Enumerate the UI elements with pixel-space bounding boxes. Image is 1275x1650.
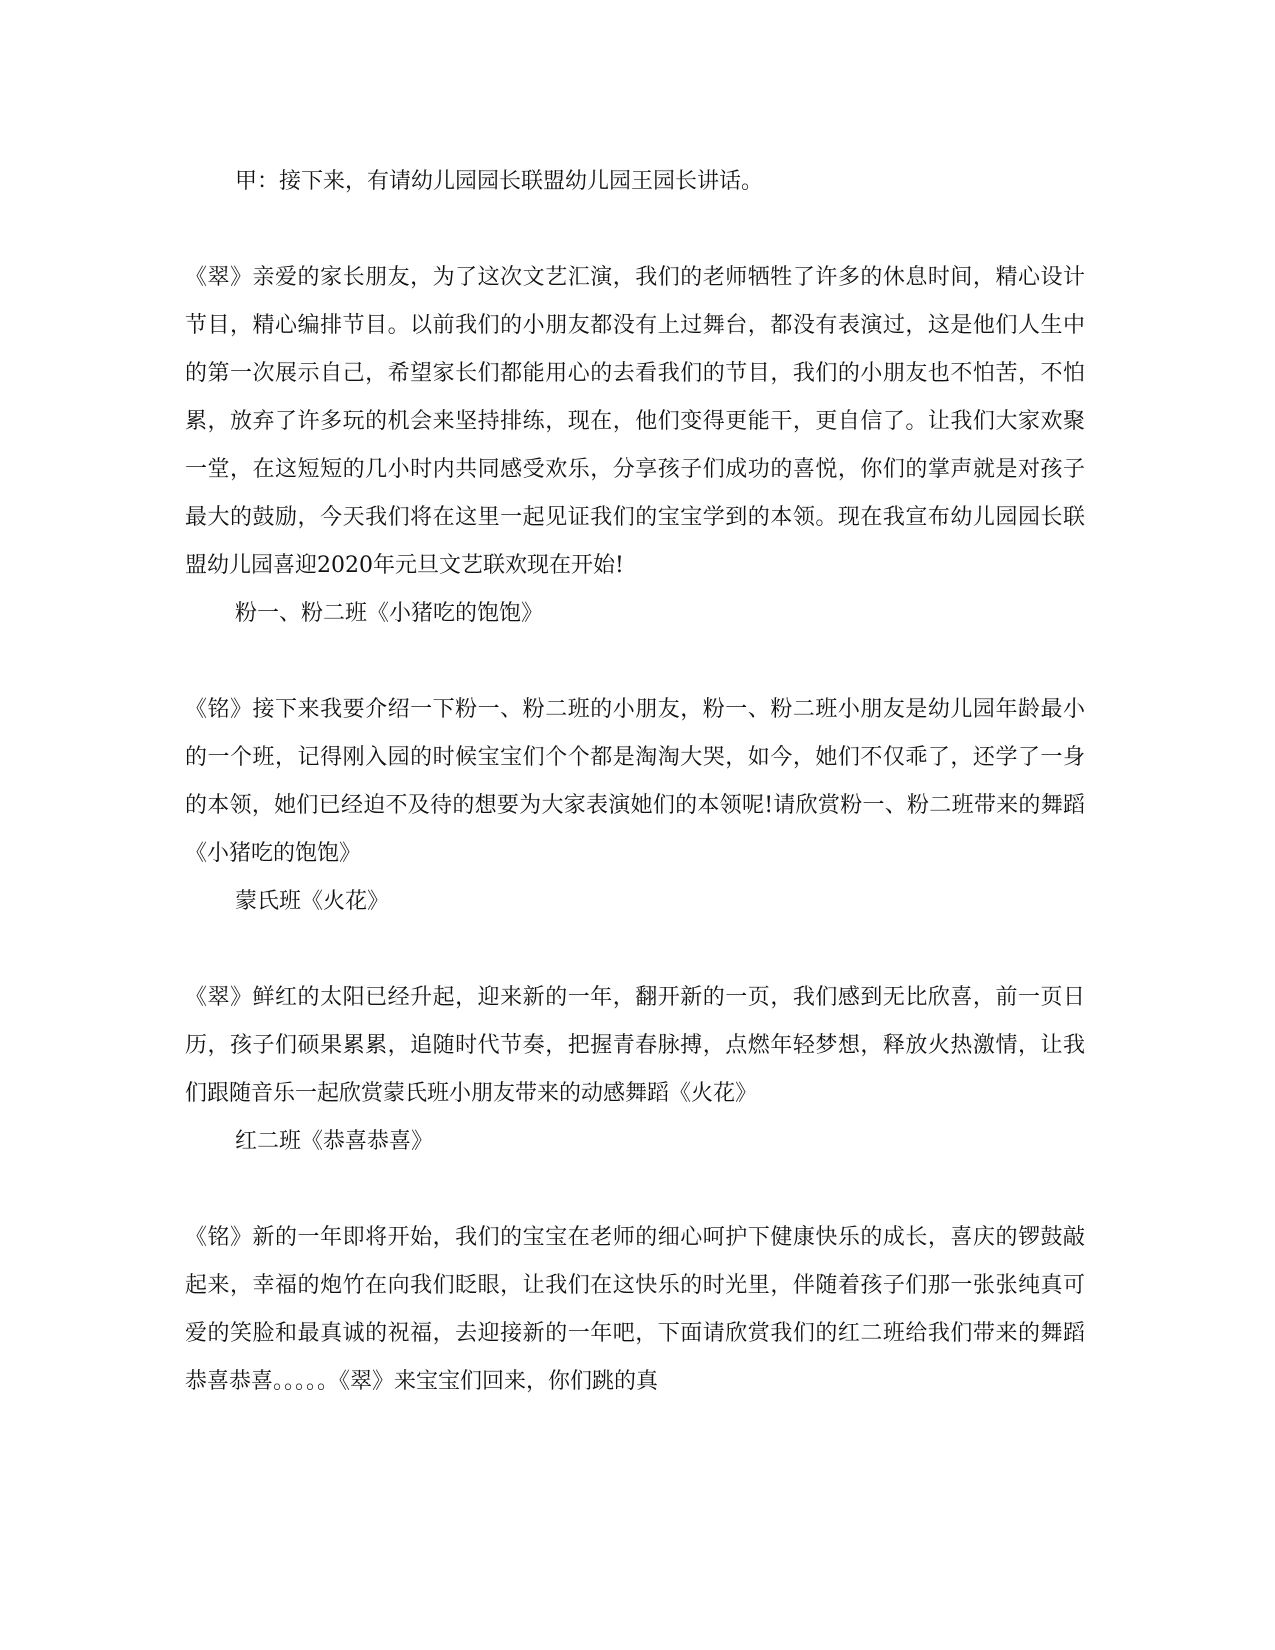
spacer xyxy=(185,1166,1085,1214)
program-heading: 粉一、粉二班《小猪吃的饱饱》 xyxy=(235,601,544,626)
document-body xyxy=(185,158,1085,1406)
host-speech-paragraph: 《铭》新的一年即将开始，我们的宝宝在老师的细心呵护下健康快乐的成长，喜庆的锣鼓敲起来，幸福的炮竹在向我们眨眼，让我们在这快乐的时光里，伴随着孩子们那一张张纯真可爱的笑脸和最真诚的祝福，去迎接新的一年吧，下面请欣赏我们的红二班给我们带来的舞蹈恭喜恭喜。。。。。《翠》来宝宝们回来，你们跳的真 xyxy=(185,1225,1085,1394)
spacer xyxy=(185,206,1085,254)
spacer xyxy=(185,638,1085,686)
program-heading: 甲：接下来，有请幼儿园园长联盟幼儿园王园长讲话。 xyxy=(235,169,764,194)
host-speech-paragraph: 《铭》接下来我要介绍一下粉一、粉二班的小朋友，粉一、粉二班小朋友是幼儿园年龄最小的一个班，记得刚入园的时候宝宝们个个都是淘淘大哭，如今，她们不仅乖了，还学了一身的本领，她们已经迫不及待的想要为大家表演她们的本领呢!请欣赏粉一、粉二班带来的舞蹈《小猪吃的饱饱》 xyxy=(185,697,1085,866)
host-speech-paragraph: 《翠》鲜红的太阳已经升起，迎来新的一年，翻开新的一页，我们感到无比欣喜，前一页日历，孩子们硕果累累，追随时代节奏，把握青春脉搏，点燃年轻梦想，释放火热激情，让我们跟随音乐一起欣赏蒙氏班小朋友带来的动感舞蹈《火花》 xyxy=(185,985,1085,1106)
program-heading: 红二班《恭喜恭喜》 xyxy=(235,1129,434,1154)
host-speech-paragraph: 《翠》亲爱的家长朋友，为了这次文艺汇演，我们的老师牺牲了许多的休息时间，精心设计节目，精心编排节目。以前我们的小朋友都没有上过舞台，都没有表演过，这是他们人生中的第一次展示自己，希望家长们都能用心的去看我们的节目，我们的小朋友也不怕苦，不怕累，放弃了许多玩的机会来坚持排练，现在，他们变得更能干，更自信了。让我们大家欢聚一堂，在这短短的几小时内共同感受欢乐，分享孩子们成功的喜悦，你们的掌声就是对孩子最大的鼓励，今天我们将在这里一起见证我们的宝宝学到的本领。现在我宣布幼儿园园长联盟幼儿园喜迎2020年元旦文艺联欢现在开始! xyxy=(185,265,1085,578)
spacer xyxy=(185,926,1085,974)
program-heading: 蒙氏班《火花》 xyxy=(235,889,390,914)
